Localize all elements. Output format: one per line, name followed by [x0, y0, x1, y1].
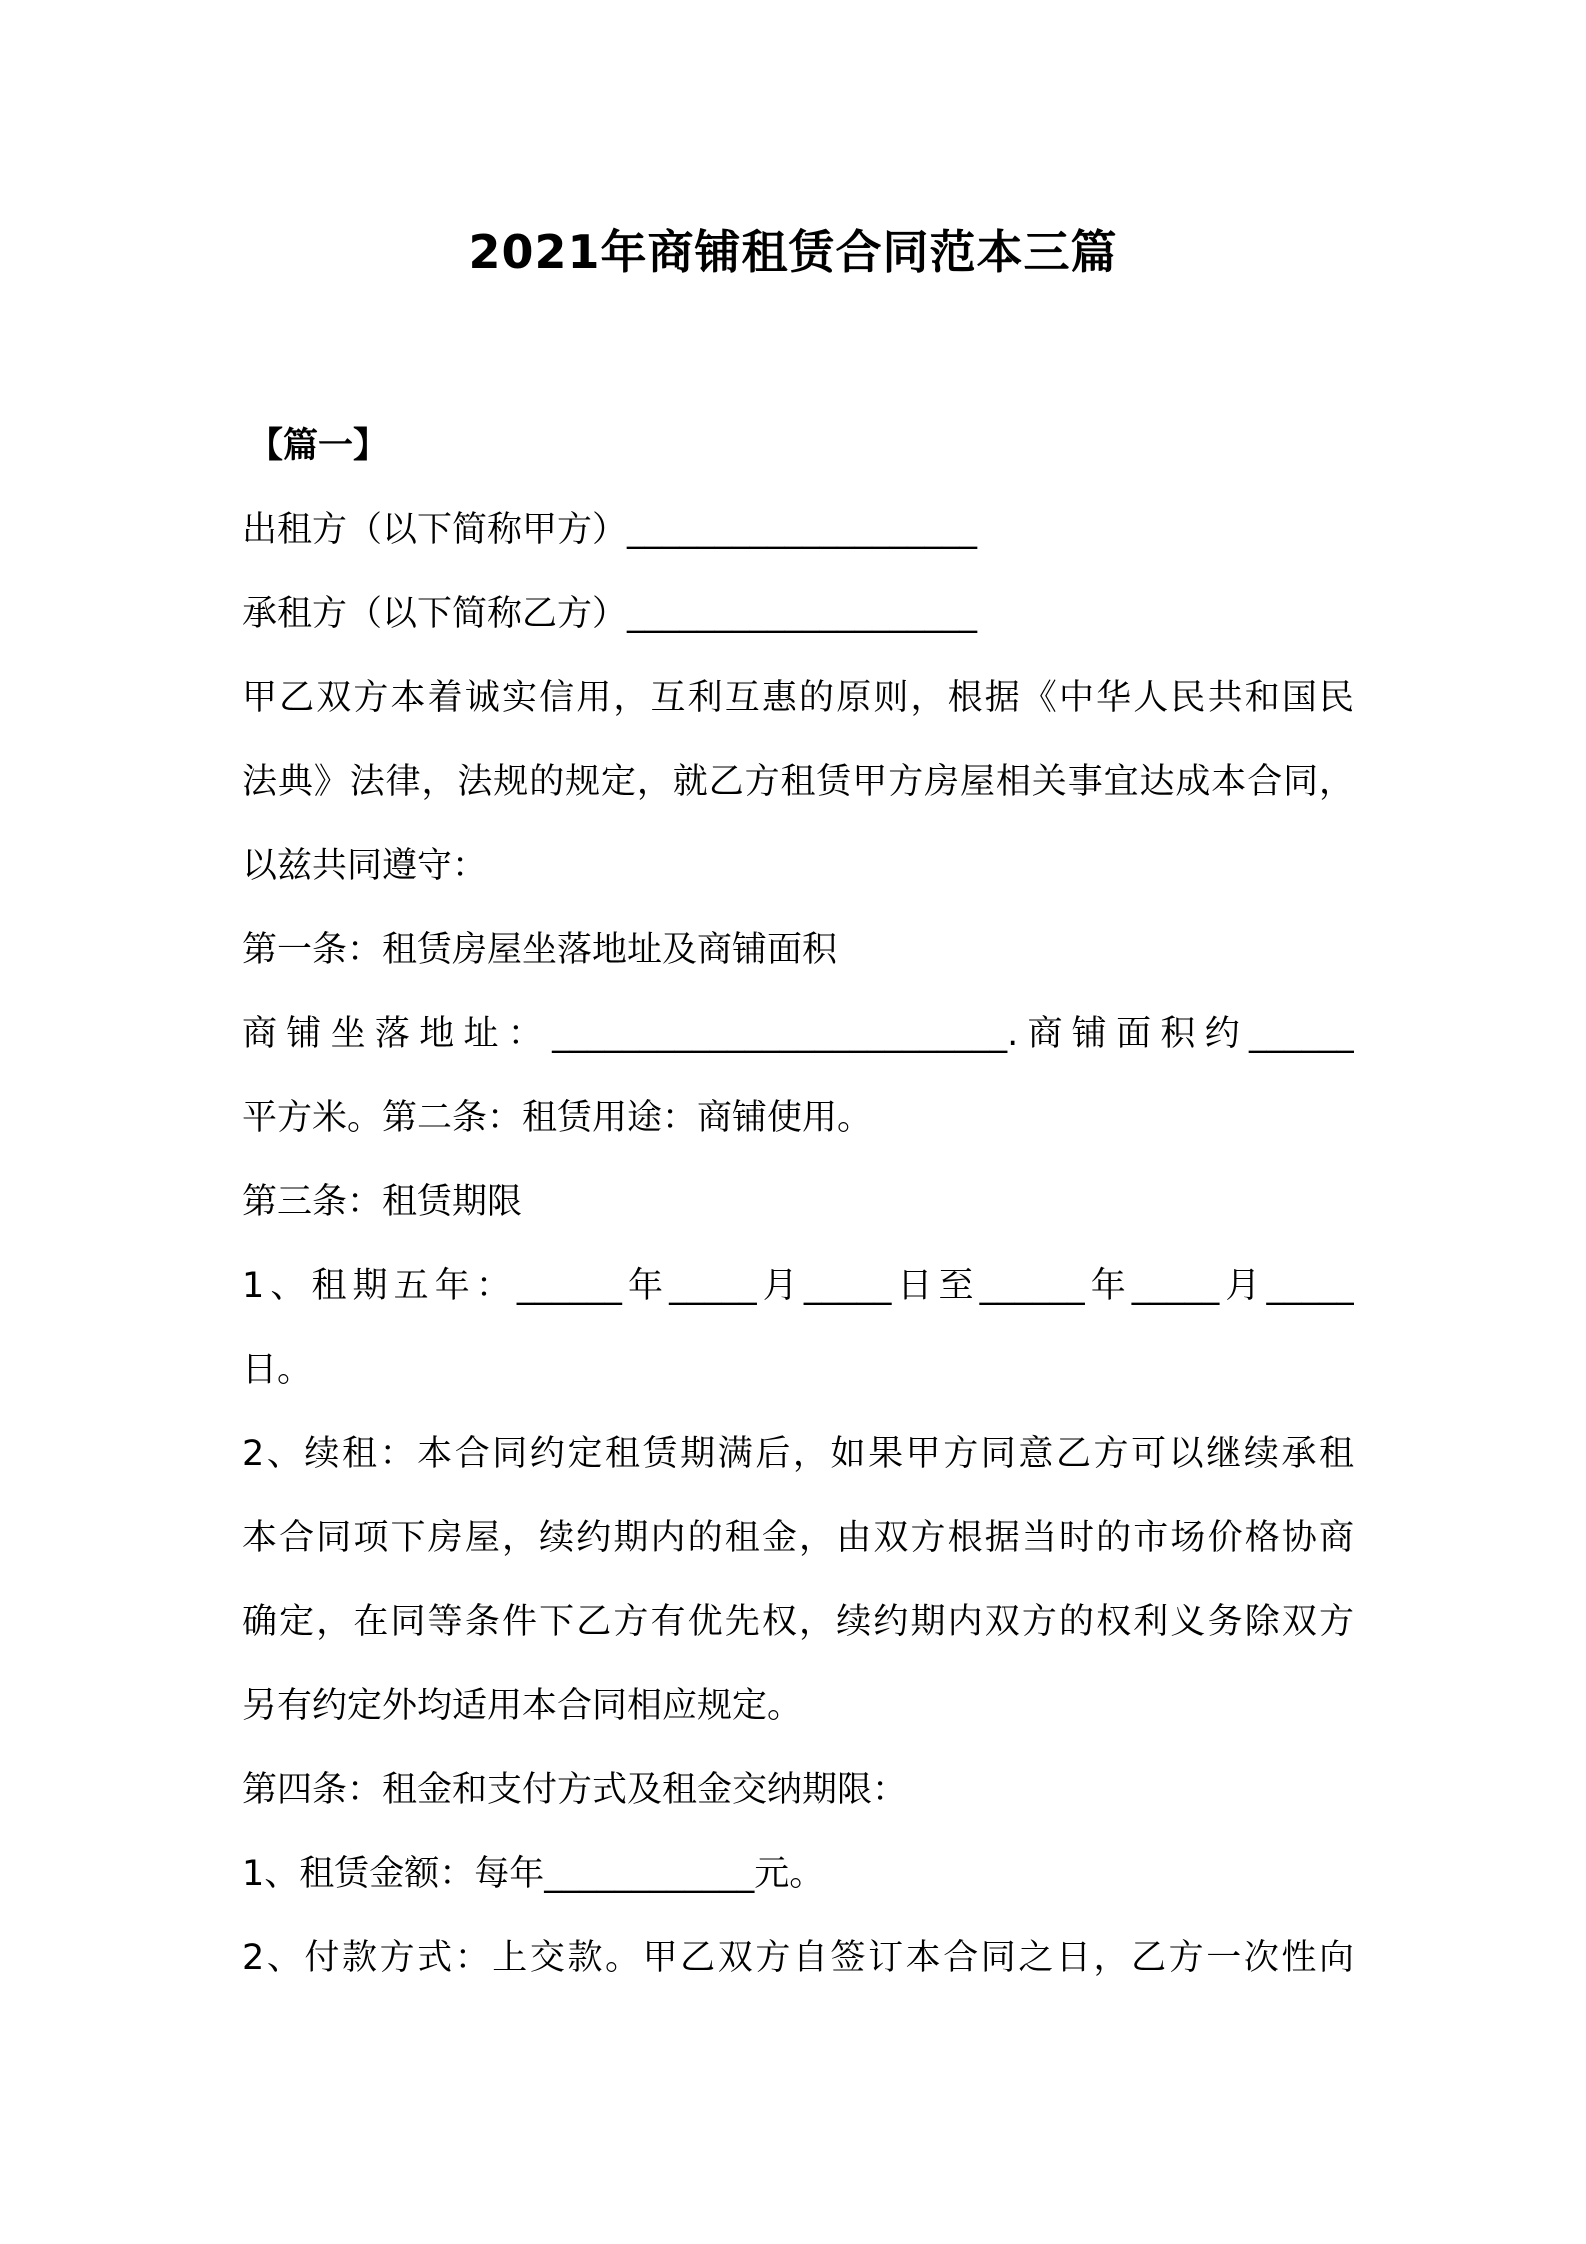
paragraph-line: 甲乙双方本着诚实信用，互利互惠的原则，根据《中华人民共和国民	[242, 678, 1354, 718]
paragraph-line: 法典》法律，法规的规定，就乙方租赁甲方房屋相关事宜达成本合同，	[242, 762, 1354, 802]
paragraph-line: 2、续租：本合同约定租赁期满后，如果甲方同意乙方可以继续承租	[242, 1434, 1354, 1474]
lessee-line: 承租方（以下简称乙方）____________________	[242, 594, 978, 634]
article-heading: 第四条：租金和支付方式及租金交纳期限：	[242, 1770, 908, 1810]
paragraph-line: 商铺坐落地址：__________________________.商铺面积约______	[242, 1014, 1354, 1054]
document-body	[242, 404, 1354, 2000]
paragraph-line: 2、付款方式：上交款。甲乙双方自签订本合同之日，乙方一次性向	[242, 1938, 1354, 1978]
section-heading: 【篇一】	[248, 426, 389, 466]
paragraph-line: 确定，在同等条件下乙方有优先权，续约期内双方的权利义务除双方	[242, 1602, 1354, 1642]
paragraph-line: 1、租赁金额：每年____________元。	[242, 1854, 825, 1894]
paragraph-line: 另有约定外均适用本合同相应规定。	[242, 1686, 803, 1726]
article-heading: 第一条：租赁房屋坐落地址及商铺面积	[242, 930, 838, 970]
document-title: 2021年商铺租赁合同范本三篇	[468, 225, 1118, 279]
paragraph-line: 1、租期五年：______年_____月_____日至______年_____月_____	[242, 1266, 1354, 1306]
paragraph-line: 平方米。第二条：租赁用途：商铺使用。	[242, 1098, 873, 1138]
paragraph-line: 本合同项下房屋，续约期内的租金，由双方根据当时的市场价格协商	[242, 1518, 1354, 1558]
paragraph-line: 以兹共同遵守：	[242, 846, 488, 886]
article-heading: 第三条：租赁期限	[242, 1182, 523, 1222]
paragraph-line: 日。	[242, 1350, 313, 1390]
lessor-line: 出租方（以下简称甲方）____________________	[242, 510, 978, 550]
